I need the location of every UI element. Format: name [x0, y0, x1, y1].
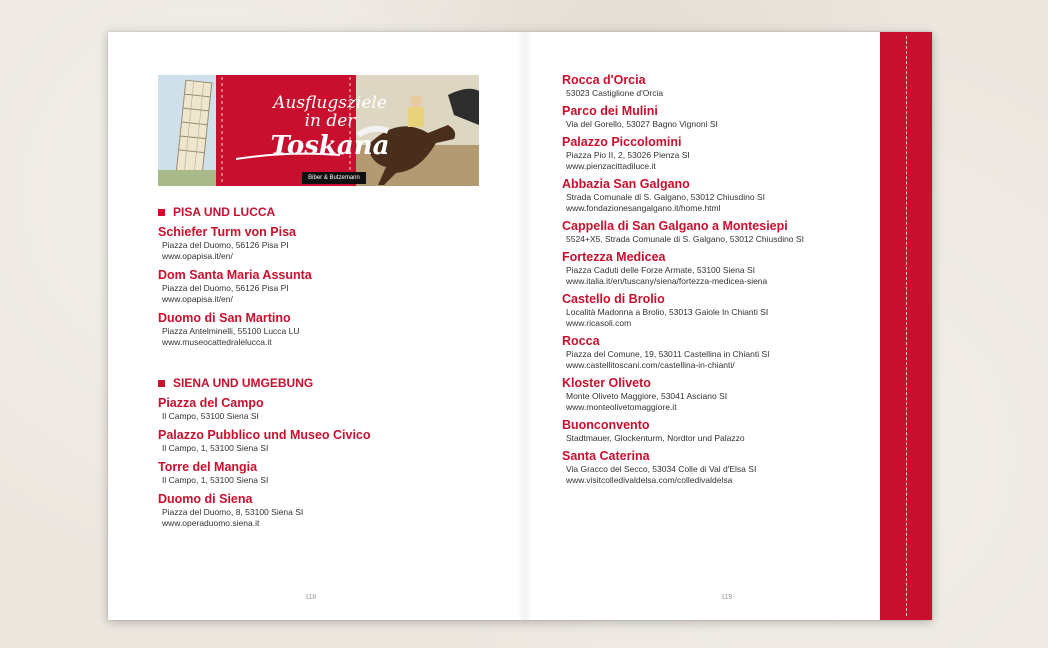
entry-address: Piazza del Comune, 19, 53011 Castellina in Chianti SI — [566, 349, 770, 359]
square-bullet-icon — [158, 209, 165, 216]
page-number-left: 118 — [305, 594, 317, 601]
entry-title: Kloster Oliveto — [562, 376, 651, 390]
section-heading — [158, 375, 498, 391]
entry-address: Piazza Caduti delle Forze Armate, 53100 Siena SI — [566, 265, 755, 275]
entry-title: Parco dei Mulini — [562, 104, 658, 118]
entry-title: Rocca d'Orcia — [562, 73, 646, 87]
entry-website: www.visitcolledivaldelsa.com/colledivaldelsa — [566, 475, 733, 485]
entry-website: www.ricasoli.com — [566, 318, 632, 328]
entry-title: Duomo di San Martino — [158, 311, 291, 325]
entry-address: 5524+X5, Strada Comunale di S. Galgano, 53012 Chiusdino SI — [566, 234, 804, 244]
list-item — [158, 267, 498, 305]
list-item — [158, 224, 498, 262]
list-item — [562, 249, 882, 287]
entry-address: Piazza del Duomo, 56126 Pisa PI — [162, 240, 289, 250]
list-item — [562, 176, 882, 214]
entry-address: Località Madonna a Brolio, 53013 Gaiole In Chianti SI — [566, 307, 769, 317]
entry-title: Schiefer Turm von Pisa — [158, 225, 297, 239]
book-gutter — [518, 32, 532, 620]
entry-website: www.operaduomo.siena.it — [162, 518, 260, 528]
entry-title: Palazzo Pubblico und Museo Civico — [158, 428, 371, 442]
entry-title: Torre del Mangia — [158, 460, 258, 474]
right-page-content — [562, 72, 882, 490]
book-spread — [108, 32, 932, 620]
title-banner — [158, 75, 479, 186]
entry-website: www.opapisa.it/en/ — [162, 251, 233, 261]
list-item — [562, 218, 882, 245]
entry-website: www.italia.it/en/tuscany/siena/fortezza-medicea-siena — [566, 276, 768, 286]
list-item — [562, 291, 882, 329]
list-item — [562, 134, 882, 172]
section-heading — [158, 204, 498, 220]
list-item — [562, 417, 882, 444]
entry-address: Piazza del Duomo, 56126 Pisa PI — [162, 283, 289, 293]
entry-title: Piazza del Campo — [158, 396, 264, 410]
list-item — [562, 333, 882, 371]
list-item — [158, 491, 498, 529]
entry-address: Il Campo, 1, 53100 Siena SI — [162, 443, 269, 453]
entry-title: Rocca — [562, 334, 600, 348]
entry-title: Duomo di Siena — [158, 492, 253, 506]
entry-website: www.fondazionesangalgano.it/home.html — [566, 203, 721, 213]
entry-website: www.museocattedralelucca.it — [162, 337, 272, 347]
entry-website: www.pienzacittadiluce.it — [566, 161, 656, 171]
entry-title: Palazzo Piccolomini — [562, 135, 682, 149]
ribbon-stitching — [906, 36, 907, 616]
entry-address: Il Campo, 53100 Siena SI — [162, 411, 259, 421]
entry-address: Monte Oliveto Maggiore, 53041 Asciano SI — [566, 391, 728, 401]
section-heading-text: SIENA UND UMGEBUNG — [173, 376, 314, 390]
entry-title: Abbazia San Galgano — [562, 177, 690, 191]
list-item — [562, 448, 882, 486]
list-item — [562, 72, 882, 99]
entry-address: Via del Gorello, 53027 Bagno Vignoni SI — [566, 119, 718, 129]
banner-title-line2: in der — [304, 110, 356, 131]
entry-website: www.castellitoscani.com/castellina-in-chianti/ — [566, 360, 735, 370]
list-item — [562, 103, 882, 130]
entry-address: Piazza Antelminelli, 55100 Lucca LU — [162, 326, 300, 336]
list-item — [158, 427, 498, 454]
list-item — [158, 310, 498, 348]
entry-address: Piazza del Duomo, 8, 53100 Siena SI — [162, 507, 304, 517]
publisher-logo: Biber & Butzemann — [302, 172, 366, 184]
red-ribbon-edge — [880, 32, 932, 620]
entry-title: Cappella di San Galgano a Montesiepi — [562, 219, 788, 233]
entry-address: Piazza Pio II, 2, 53026 Pienza SI — [566, 150, 690, 160]
entry-website: www.monteolivetomaggiore.it — [566, 402, 677, 412]
entry-address: Il Campo, 1, 53100 Siena SI — [162, 475, 269, 485]
section-heading-text: PISA UND LUCCA — [173, 205, 276, 219]
entry-title: Fortezza Medicea — [562, 250, 666, 264]
square-bullet-icon — [158, 380, 165, 387]
entry-description: Stadtmauer, Glockenturm, Nordtor und Palazzo — [566, 433, 745, 443]
list-item — [158, 395, 498, 422]
entry-address: 53023 Castiglione d'Orcia — [566, 88, 664, 98]
list-item — [562, 375, 882, 413]
entry-website: www.opapisa.it/en/ — [162, 294, 233, 304]
entry-address: Strada Comunale di S. Galgano, 53012 Chiusdino SI — [566, 192, 765, 202]
entry-address: Via Gracco del Secco, 53034 Colle di Val d'Elsa SI — [566, 464, 757, 474]
page-number-right: 119 — [721, 594, 733, 601]
entry-title: Dom Santa Maria Assunta — [158, 268, 312, 282]
banner-title-line3: Toskana — [270, 130, 390, 161]
entry-title: Santa Caterina — [562, 449, 650, 463]
left-page-content — [158, 204, 498, 534]
list-item — [158, 459, 498, 486]
entry-title: Buonconvento — [562, 418, 650, 432]
entry-title: Castello di Brolio — [562, 292, 665, 306]
banner-title — [260, 95, 400, 160]
banner-title-line1: Ausflugsziele — [273, 93, 387, 113]
